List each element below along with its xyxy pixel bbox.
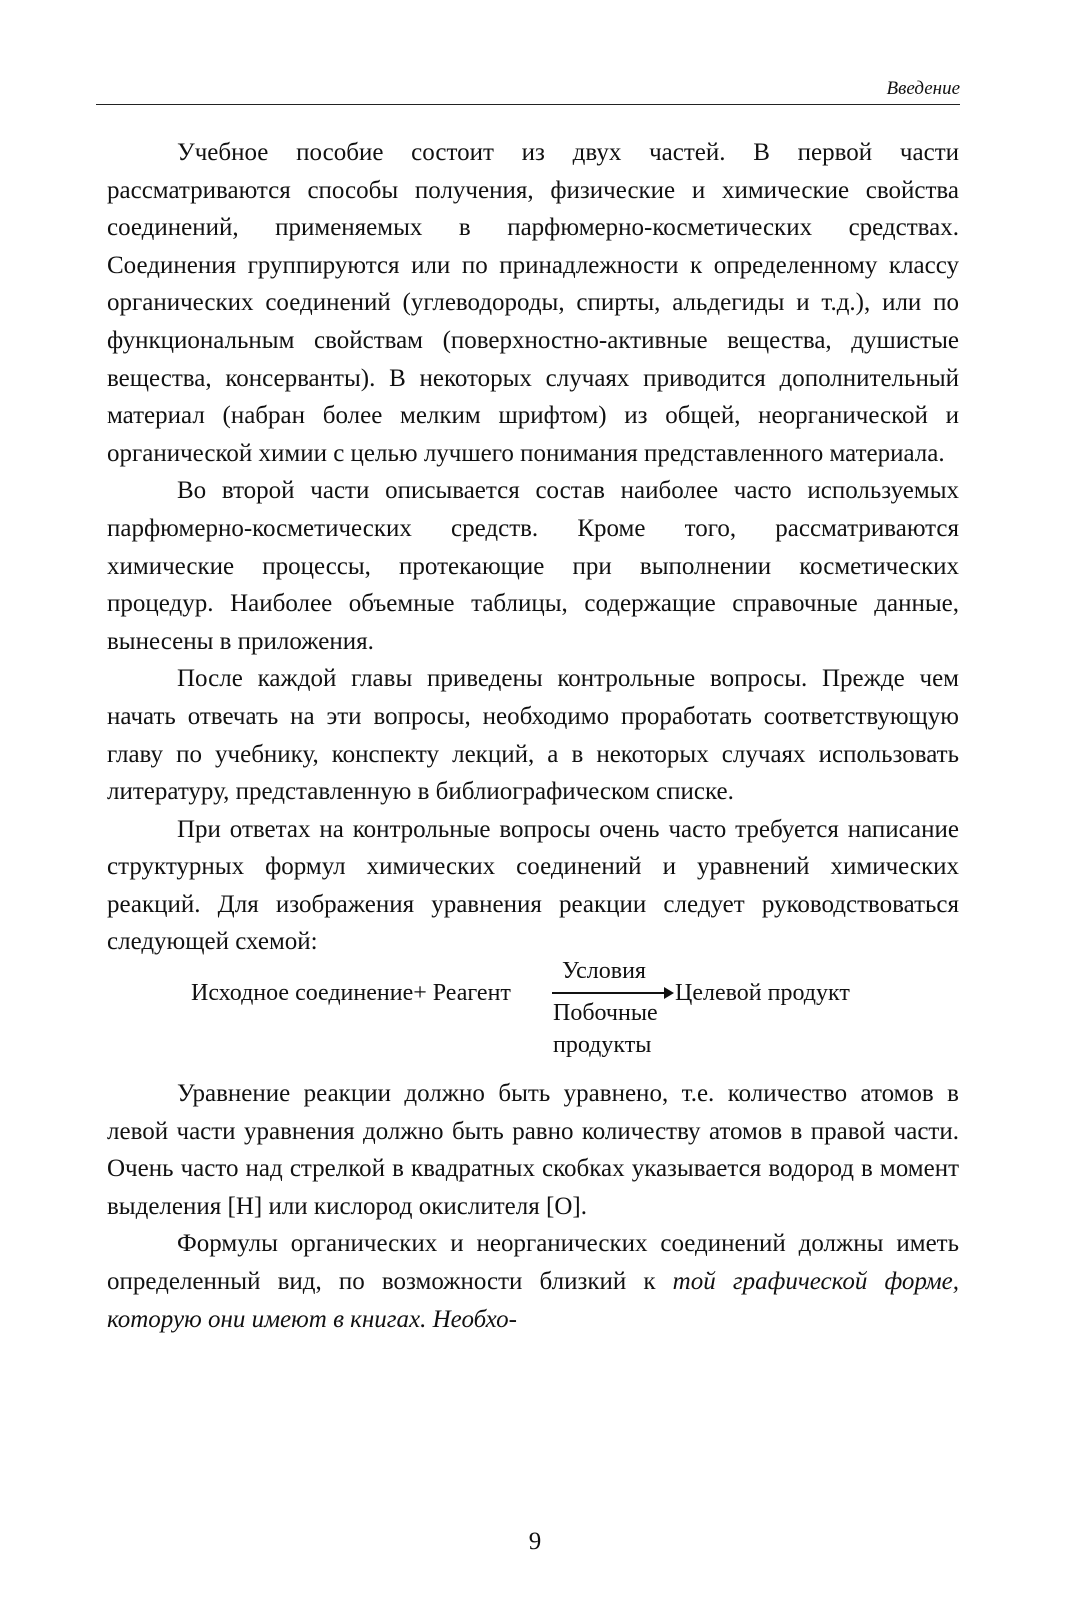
main-text xyxy=(107,134,959,1338)
paragraph-5: Уравнение реакции должно быть уравнено, т.е. количество атомов в левой части уравнения должно быть равно количеству атомов в правой части. Очень часто над стрелкой в квадратных скобках указывается водород в момент выделения [H] или кислород окислителя [O]. xyxy=(107,1080,959,1220)
paragraph-2: Во второй части описывается состав наиболее часто используемых парфюмерно-косметических средств. Кроме того, рассматриваются химические процессы, протекающие при выполнении косметических процедур. Наиболее объемные таблицы, содержащие справочные данные, вынесены в приложения. xyxy=(107,477,959,655)
paragraph-6-italic: той графической форме, которую они имеют в книгах. Необхо- xyxy=(107,1268,959,1333)
reaction-scheme xyxy=(107,958,959,1069)
page-number: 9 xyxy=(528,1528,542,1555)
running-header: Введение xyxy=(96,78,960,105)
scheme-product: Целевой продукт xyxy=(675,980,850,1007)
paragraph-4: При ответах на контрольные вопросы очень часто требуется написание структурных формул химических соединений и уравнений химических реакций. Для изображения уравнения реакции следует руководствоваться следующей схемой: xyxy=(107,815,959,956)
scheme-byproducts-line1: Побочные xyxy=(553,1000,658,1027)
scheme-reactants: Исходное соединение+ Реагент xyxy=(191,980,511,1007)
paragraph-6 xyxy=(107,1225,959,1338)
scheme-conditions: Условия xyxy=(562,958,646,985)
paragraph-3: После каждой главы приведены контрольные вопросы. Прежде чем начать отвечать на эти вопросы, необходимо проработать соответствующую главу по учебнику, конспекту лекций, а в некоторых случаях использовать литературу, представленную в библиографическом списке. xyxy=(107,665,959,806)
paragraph-6-text: Формулы органических и неорганических соединений должны иметь определенный вид, по возможности близкий к xyxy=(107,1230,959,1296)
paragraph-1: Учебное пособие состоит из двух частей. В первой части рассматриваются способы получения, физические и химические свойства соединений, применяемых в парфюмерно-косметических средствах. Соединения группируются или по принадлежности к определенному классу органических соединений (углеводороды, спирты, альдегиды и т.д.), или по функциональным свойствам (поверхностно-активные вещества, душистые вещества, консерванты). В некоторых случаях приводится дополнительный материал (набран более мелким шрифтом) из общей, неорганической и органической химии с целью лучшего понимания представленного материала. xyxy=(107,139,959,467)
arrow-icon xyxy=(552,992,672,994)
scheme-byproducts-line2: продукты xyxy=(553,1032,652,1059)
